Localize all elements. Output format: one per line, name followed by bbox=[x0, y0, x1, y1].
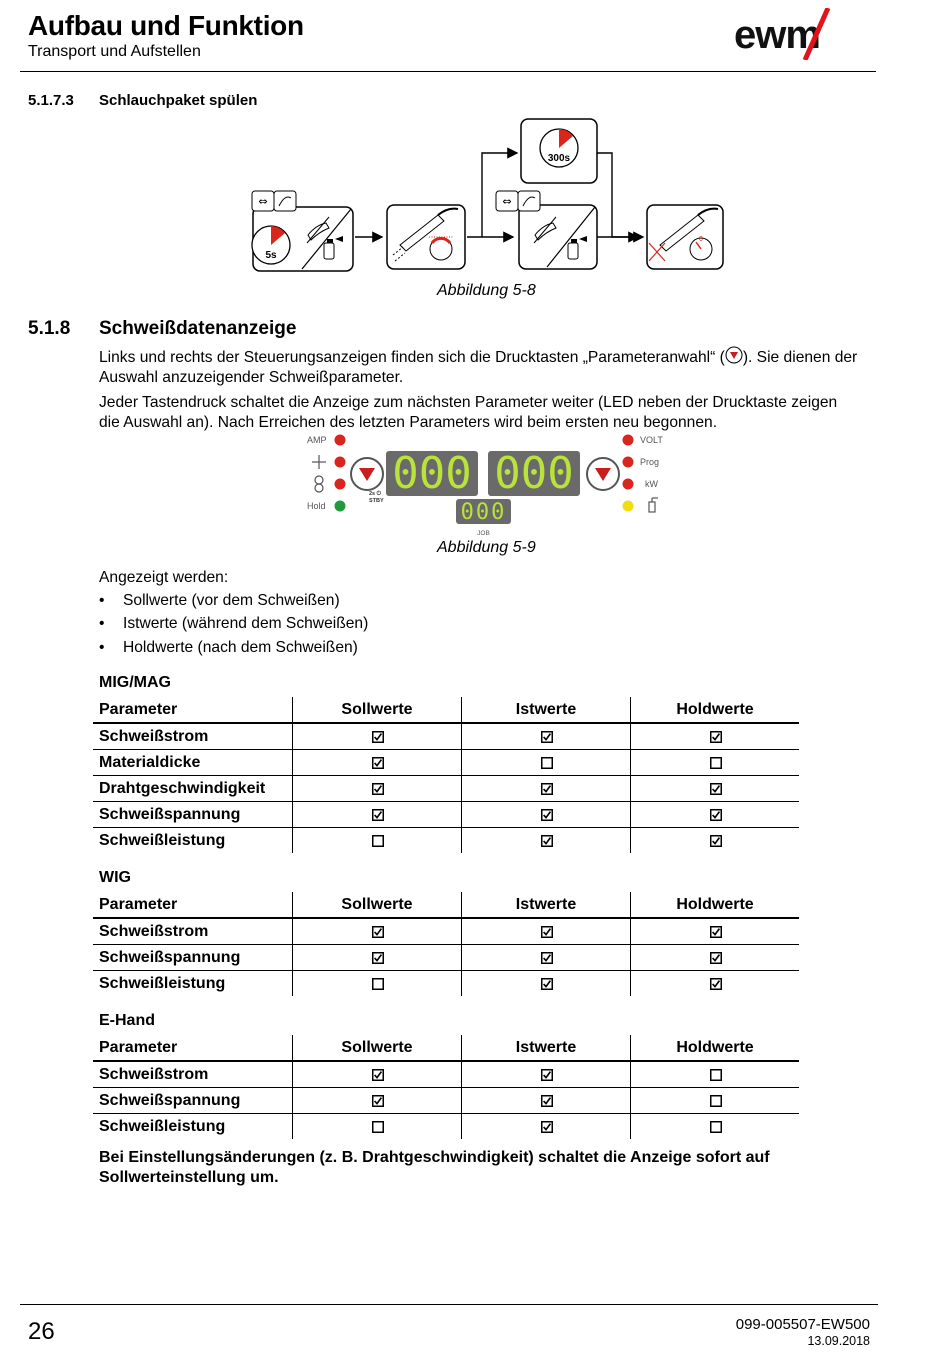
checked-box-icon bbox=[631, 971, 800, 997]
led-label-kw: kW bbox=[645, 479, 658, 489]
led-hold bbox=[335, 501, 346, 512]
section-number: 5.1.7.3 bbox=[28, 92, 74, 109]
led-material-thickness bbox=[335, 457, 346, 468]
table-header-row bbox=[93, 892, 799, 918]
checked-box-icon bbox=[631, 802, 800, 828]
parameter-name: Materialdicke bbox=[93, 750, 293, 776]
checked-box-icon bbox=[293, 918, 462, 945]
section-number: 5.1.8 bbox=[28, 318, 71, 339]
column-header: Holdwerte bbox=[631, 1035, 800, 1061]
page-title: Aufbau und Funktion bbox=[28, 10, 304, 41]
table-row bbox=[93, 802, 799, 828]
table-row bbox=[93, 776, 799, 802]
led-wire-speed bbox=[335, 479, 346, 490]
gas-bottle-icon bbox=[649, 498, 658, 512]
led-label-volt: VOLT bbox=[640, 435, 663, 445]
checked-box-icon bbox=[462, 828, 631, 854]
parameter-name: Schweißstrom bbox=[93, 1061, 293, 1088]
parameter-select-button-icon bbox=[725, 350, 743, 366]
checked-box-icon bbox=[293, 1088, 462, 1114]
checked-box-icon bbox=[631, 723, 800, 750]
parameter-name: Schweißleistung bbox=[99, 974, 226, 992]
column-header: Parameter bbox=[93, 892, 293, 918]
parameter-name: Schweißspannung bbox=[93, 1088, 293, 1114]
led-label-prog: Prog bbox=[640, 457, 660, 467]
step-box-gas-flow bbox=[387, 205, 465, 269]
parameter-name: Schweißstrom bbox=[93, 723, 293, 750]
led-label-amp: AMP bbox=[307, 435, 327, 445]
checked-box-icon bbox=[462, 971, 631, 997]
column-header: Istwerte bbox=[462, 892, 631, 918]
empty-box-icon bbox=[631, 1114, 800, 1140]
checked-box-icon bbox=[462, 1061, 631, 1088]
checked-box-icon bbox=[293, 723, 462, 750]
column-header: Holdwerte bbox=[631, 892, 800, 918]
paragraph-parameter-buttons bbox=[99, 348, 859, 388]
column-header: Holdwerte bbox=[631, 697, 800, 723]
table-row bbox=[93, 945, 799, 971]
column-header: Istwerte bbox=[462, 1035, 631, 1061]
checked-box-icon bbox=[462, 723, 631, 750]
material-thickness-icon bbox=[312, 455, 326, 469]
table-row bbox=[93, 750, 799, 776]
checked-box-icon bbox=[631, 776, 800, 802]
checked-box-icon bbox=[293, 750, 462, 776]
led-amp bbox=[335, 435, 346, 446]
page-subtitle: Transport und Aufstellen bbox=[28, 43, 201, 60]
parameter-select-button-right[interactable] bbox=[587, 458, 619, 490]
parameter-name: Schweißspannung bbox=[93, 945, 293, 971]
shown-intro: Angezeigt werden: bbox=[99, 569, 229, 586]
empty-box-icon bbox=[631, 1061, 800, 1088]
settings-change-note: Bei Einstellungsänderungen (z. B. Drahtgeschwindigkeit) schaltet die Anzeige sofort auf Sollwerteinstellung um. bbox=[99, 1149, 770, 1186]
table-row bbox=[93, 918, 799, 945]
section-title: Schweißdatenanzeige bbox=[99, 318, 297, 339]
empty-box-icon bbox=[462, 750, 631, 776]
step-box-start bbox=[252, 191, 353, 271]
table-header-row bbox=[93, 697, 799, 723]
display-left: 000 bbox=[392, 448, 472, 499]
ewm-logo bbox=[732, 8, 860, 60]
checked-box-icon bbox=[462, 1114, 631, 1140]
column-header: Parameter bbox=[93, 1035, 293, 1061]
column-header: Sollwerte bbox=[293, 697, 462, 723]
stby-label-2: STBY bbox=[369, 498, 384, 504]
svg-text:⇔: ⇔ bbox=[502, 195, 512, 208]
table-row bbox=[93, 971, 799, 997]
section-heading-5173 bbox=[28, 92, 258, 109]
paragraph-text-a: Links und rechts der Steuerungsanzeigen finden sich die Drucktasten „Parameteranwahl“ ( bbox=[99, 349, 725, 366]
timer-label: 5s bbox=[265, 250, 277, 261]
column-header: Sollwerte bbox=[293, 892, 462, 918]
table-wig bbox=[93, 892, 799, 996]
column-header: Parameter bbox=[93, 697, 293, 723]
parameter-name: Drahtgeschwindigkeit bbox=[93, 776, 293, 802]
control-panel-display bbox=[300, 432, 680, 540]
document-date: 13.09.2018 bbox=[807, 1334, 870, 1348]
gauge-zero-label: 0 bbox=[699, 236, 703, 243]
svg-text:⇔: ⇔ bbox=[258, 195, 268, 208]
checked-box-icon bbox=[462, 776, 631, 802]
page-number: 26 bbox=[28, 1318, 55, 1345]
table-row bbox=[93, 1061, 799, 1088]
table-mig-mag bbox=[93, 697, 799, 853]
empty-box-icon bbox=[293, 828, 462, 854]
empty-box-icon bbox=[631, 1088, 800, 1114]
checked-box-icon bbox=[462, 1088, 631, 1114]
timer-label-300s: 300s bbox=[547, 153, 571, 164]
parameter-name: Schweißleistung bbox=[99, 831, 226, 849]
checked-box-icon bbox=[293, 802, 462, 828]
figure-caption-5-8: Abbildung 5-8 bbox=[437, 282, 536, 299]
led-gas-test bbox=[623, 501, 634, 512]
checked-box-icon bbox=[631, 945, 800, 971]
empty-box-icon bbox=[631, 750, 800, 776]
table-row bbox=[93, 1088, 799, 1114]
figure-caption-5-9: Abbildung 5-9 bbox=[437, 539, 536, 556]
led-label-hold: Hold bbox=[307, 501, 326, 511]
paragraph-text-b: ). Sie dienen der Auswahl anzuzeigender Schweißparameter. bbox=[99, 349, 858, 386]
led-prog bbox=[623, 457, 634, 468]
parameter-name: Schweißstrom bbox=[93, 918, 293, 945]
parameter-select-button-left[interactable] bbox=[351, 458, 383, 490]
checked-box-icon bbox=[293, 945, 462, 971]
column-header: Istwerte bbox=[462, 697, 631, 723]
table-e-hand bbox=[93, 1035, 799, 1139]
checked-box-icon bbox=[462, 802, 631, 828]
section-heading-518 bbox=[28, 318, 297, 340]
table-header-row bbox=[93, 1035, 799, 1061]
stby-label-1: 2s ⏻ bbox=[369, 491, 381, 497]
led-volt bbox=[623, 435, 634, 446]
table-row bbox=[93, 723, 799, 750]
job-label: JOB bbox=[477, 530, 490, 537]
checked-box-icon bbox=[293, 776, 462, 802]
section-title: Schlauchpaket spülen bbox=[99, 92, 258, 109]
logo-text: ewm bbox=[734, 13, 820, 57]
table-title-e-hand: E-Hand bbox=[99, 1012, 155, 1029]
footer-divider bbox=[20, 1304, 878, 1305]
torch-button-icon bbox=[252, 191, 296, 211]
table-row bbox=[93, 828, 799, 854]
parameter-name: Schweißleistung bbox=[99, 1117, 226, 1135]
checked-box-icon bbox=[462, 918, 631, 945]
empty-box-icon bbox=[293, 1114, 462, 1140]
parameter-name: Schweißspannung bbox=[93, 802, 293, 828]
timer-icon bbox=[252, 226, 290, 264]
checked-box-icon bbox=[293, 1061, 462, 1088]
display-job: 000 bbox=[460, 500, 507, 525]
empty-box-icon bbox=[293, 971, 462, 997]
led-kw bbox=[623, 479, 634, 490]
table-row bbox=[93, 1114, 799, 1140]
step-box-stop bbox=[496, 191, 597, 269]
display-right: 000 bbox=[494, 448, 574, 499]
checked-box-icon bbox=[631, 828, 800, 854]
purge-flow-diagram bbox=[245, 115, 735, 280]
document-number: 099-005507-EW500 bbox=[735, 1316, 870, 1333]
checked-box-icon bbox=[462, 945, 631, 971]
checked-box-icon bbox=[631, 918, 800, 945]
table-title-mig-mag: MIG/MAG bbox=[99, 674, 171, 691]
step-box-gas-off bbox=[647, 205, 723, 269]
column-header: Sollwerte bbox=[293, 1035, 462, 1061]
paragraph-button-cycle: Jeder Tastendruck schaltet die Anzeige zum nächsten Parameter weiter (LED neben der Drucktaste zeigen die Auswahl an). Nach Erreichen des letzten Parameters wird beim ersten neu begonnen. bbox=[99, 394, 838, 431]
table-title-wig: WIG bbox=[99, 869, 131, 886]
header-divider bbox=[20, 71, 876, 72]
step-box-timer-300s bbox=[521, 119, 597, 183]
wire-speed-icon bbox=[315, 476, 323, 492]
